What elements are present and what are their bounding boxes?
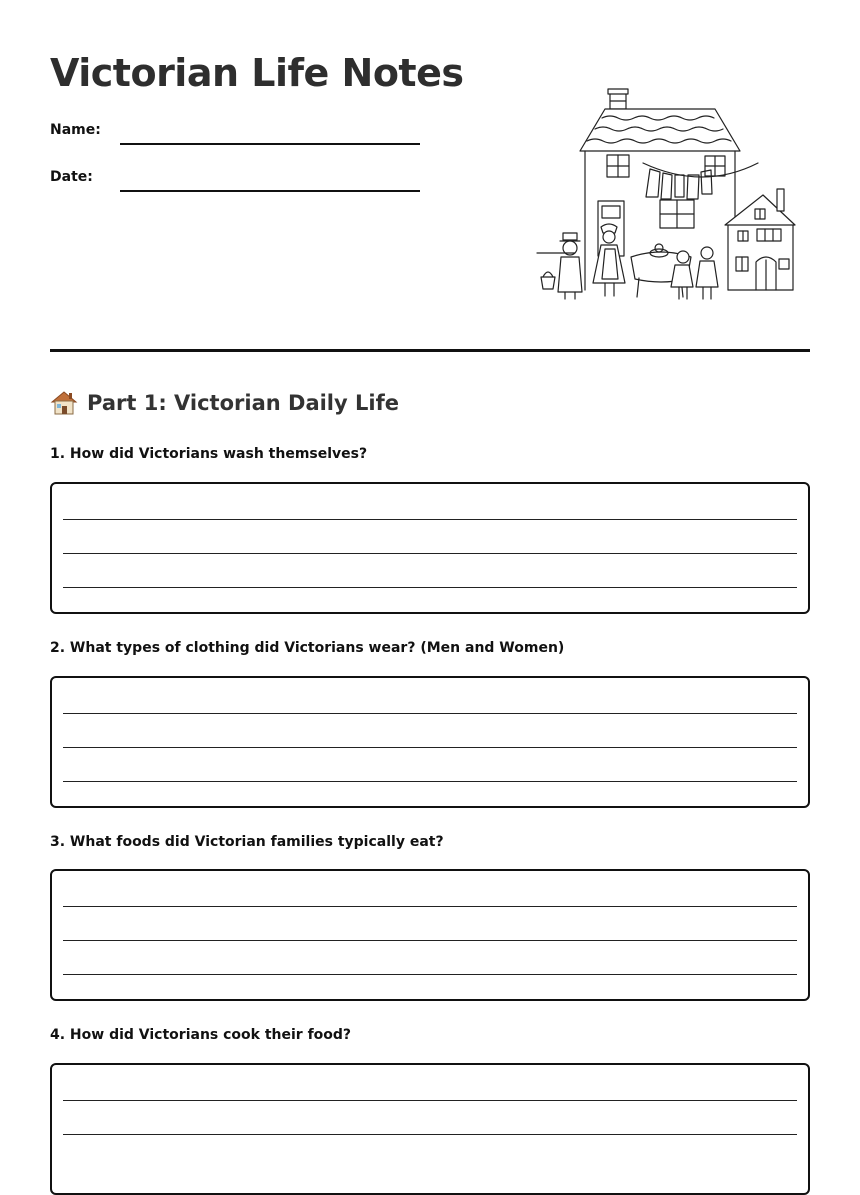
answer-line — [63, 713, 797, 714]
section-heading-part-1 — [50, 388, 399, 418]
question-4: 4. How did Victorians cook their food? — [50, 1027, 352, 1043]
answer-line — [63, 553, 797, 554]
date-field[interactable] — [120, 190, 420, 192]
question-3: 3. What foods did Victorian families typically eat? — [50, 834, 444, 850]
answer-box-3[interactable] — [50, 869, 810, 1001]
victorian-street-scene-icon — [535, 85, 800, 310]
answer-line — [63, 940, 797, 941]
answer-line — [63, 747, 797, 748]
page-title: Victorian Life Notes — [50, 51, 464, 95]
answer-line — [63, 587, 797, 588]
date-label: Date: — [50, 169, 93, 185]
answer-box-1[interactable] — [50, 482, 810, 614]
question-2: 2. What types of clothing did Victorians wear? (Men and Women) — [50, 640, 565, 656]
answer-box-4[interactable] — [50, 1063, 810, 1195]
answer-box-2[interactable] — [50, 676, 810, 808]
answer-line — [63, 1134, 797, 1135]
header-divider — [50, 349, 810, 352]
answer-line — [63, 519, 797, 520]
house-icon — [50, 389, 78, 417]
name-field[interactable] — [120, 143, 420, 145]
question-1: 1. How did Victorians wash themselves? — [50, 446, 368, 462]
answer-line — [63, 1100, 797, 1101]
answer-line — [63, 781, 797, 782]
answer-line — [63, 974, 797, 975]
answer-line — [63, 906, 797, 907]
name-label: Name: — [50, 122, 101, 138]
section-heading-text: Part 1: Victorian Daily Life — [87, 391, 399, 415]
